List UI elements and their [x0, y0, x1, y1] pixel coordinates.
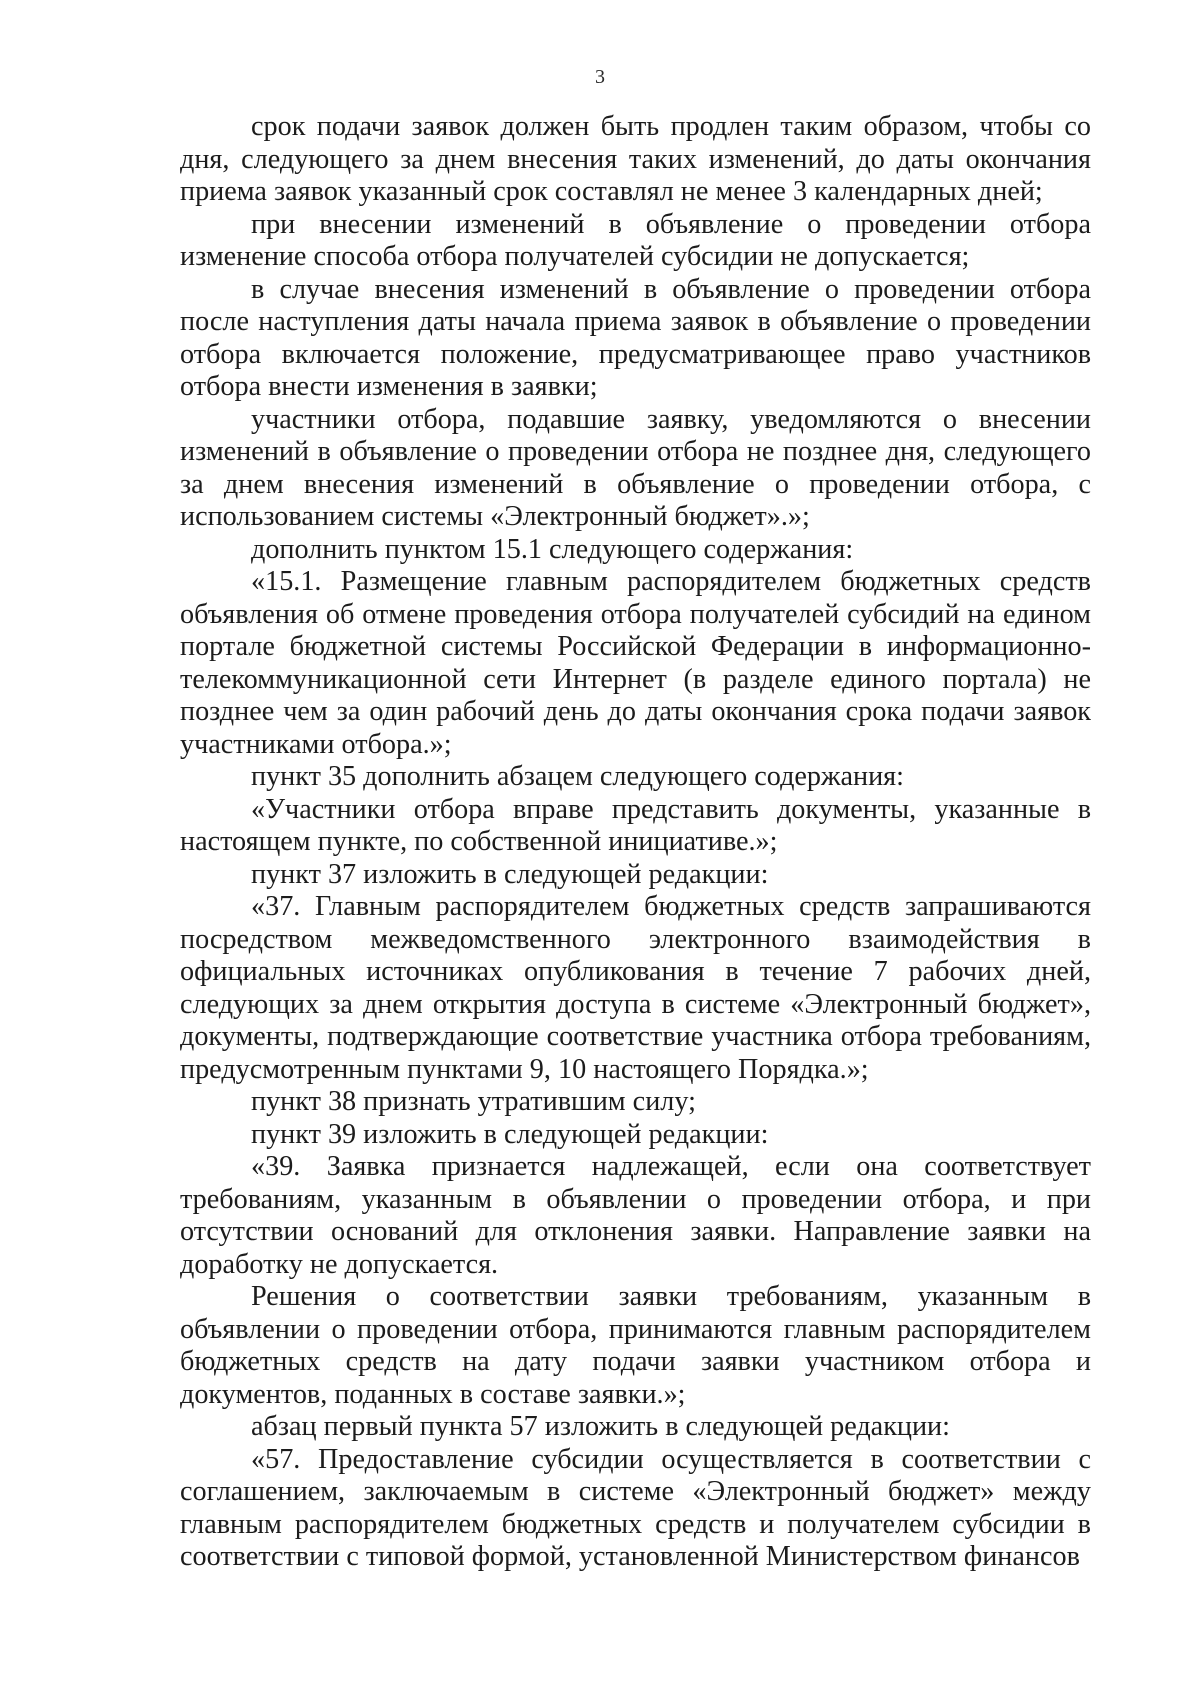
paragraph: пункт 39 изложить в следующей редакции: [251, 1118, 769, 1150]
page-number: 3 [595, 66, 605, 88]
paragraph: срок подачи заявок должен быть продлен таким образом, чтобы со дня, следующего за днем внесения таких изменений, до даты окончания приема заявок указанный срок составлял не менее 3 календарных дней; [180, 111, 1091, 207]
paragraph: «15.1. Размещение главным распорядителем бюджетных средств объявления об отмене проведения отбора получателей субсидий на едином портале бюджетной системы Российской Федерации в информационно-телекоммуникационной сети Интернет (в разделе единого портала) не позднее чем за один рабочий день до даты окончания срока подачи заявок участниками отбора.»; [180, 566, 1091, 760]
paragraph: пункт 35 дополнить абзацем следующего содержания: [251, 761, 904, 792]
paragraph: «57. Предоставление субсидии осуществляется в соответствии с соглашением, заключаемым в системе «Электронный бюджет» между главным распорядителем бюджетных средств и получателем субсидии в соответствии с типовой формой, установленной Министерством финансов [180, 1443, 1091, 1572]
paragraph: абзац первый пункта 57 изложить в следующей редакции: [251, 1411, 950, 1442]
paragraph: при внесении изменений в объявление о проведении отбора изменение способа отбора получателей субсидии не допускается; [180, 208, 1091, 272]
paragraph: пункт 38 признать утратившим силу; [251, 1086, 696, 1117]
paragraph: участники отбора, подавшие заявку, уведомляются о внесении изменений в объявление о проведении отбора не позднее дня, следующего за днем внесения изменений в объявление о проведении отбора, с использованием системы «Электронный бюджет».»; [180, 403, 1091, 532]
paragraph: «39. Заявка признается надлежащей, если она соответствует требованиям, указанным в объявлении о проведении отбора, и при отсутствии оснований для отклонения заявки. Направление заявки на доработку не допускается. [180, 1151, 1091, 1280]
paragraph: пункт 37 изложить в следующей редакции: [251, 858, 769, 890]
paragraph: «Участники отбора вправе представить документы, указанные в настоящем пункте, по собственной инициативе.»; [180, 793, 1091, 857]
paragraph: «37. Главным распорядителем бюджетных средств запрашиваются посредством межведомственного электронного взаимодействия в официальных источниках опубликования в течение 7 рабочих дней, следующих за днем открытия доступа в системе «Электронный бюджет», документы, подтверждающие соответствие участника отбора требованиям, предусмотренным пунктами 9, 10 настоящего Порядка.»; [180, 891, 1091, 1085]
document-body [180, 111, 1091, 1574]
paragraph: дополнить пунктом 15.1 следующего содержания: [251, 533, 854, 565]
paragraph: в случае внесения изменений в объявление о проведении отбора после наступления даты начала приема заявок в объявление о проведении отбора включается положение, предусматривающее право участников отбора внести изменения в заявки; [180, 273, 1091, 402]
paragraph: Решения о соответствии заявки требованиям, указанным в объявлении о проведении отбора, принимаются главным распорядителем бюджетных средств на дату подачи заявки участником отбора и документов, поданных в составе заявки.»; [180, 1281, 1091, 1410]
